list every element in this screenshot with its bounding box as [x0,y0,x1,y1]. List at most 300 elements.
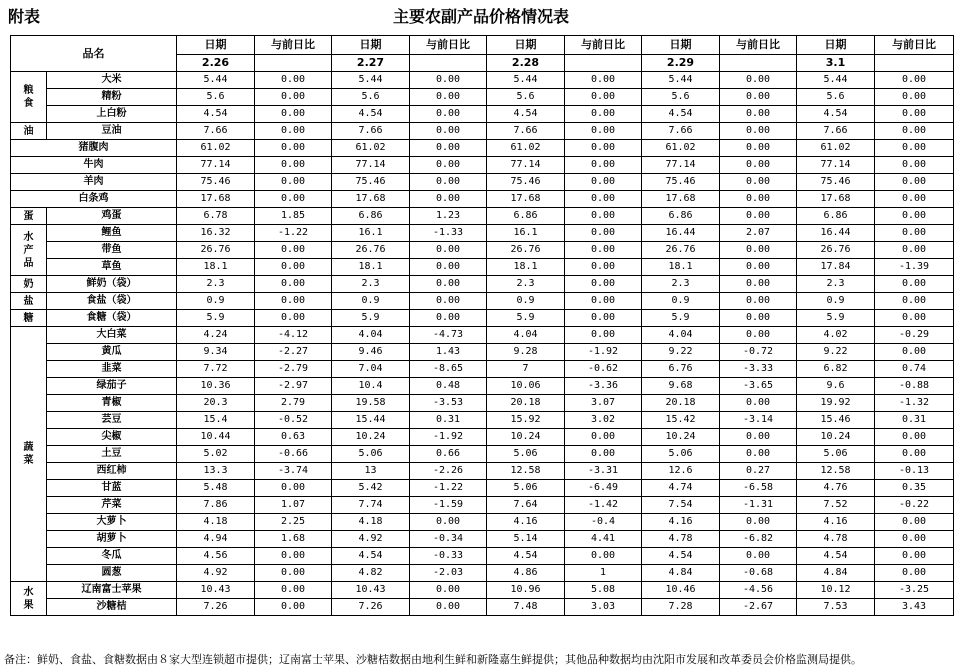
price-cell: 7.66 [797,123,875,140]
date-blank-cell [255,55,332,72]
price-cell: 4.24 [177,327,255,344]
price-cell: 5.9 [642,310,720,327]
price-cell: 7.52 [797,497,875,514]
change-cell: 0.00 [720,242,797,259]
change-cell: 0.00 [255,310,332,327]
table-row [11,89,954,106]
change-cell: 0.00 [565,208,642,225]
price-cell: 15.92 [487,412,565,429]
price-cell: 7.72 [177,361,255,378]
price-cell: 17.68 [332,191,410,208]
price-cell: 0.9 [487,293,565,310]
price-cell: 5.44 [797,72,875,89]
change-cell: 0.00 [565,446,642,463]
price-cell: 7.66 [487,123,565,140]
price-cell: 5.14 [487,531,565,548]
price-cell: 9.22 [797,344,875,361]
price-cell: 2.3 [332,276,410,293]
change-cell: 0.00 [875,123,954,140]
table-row [11,582,954,599]
change-cell: 0.00 [565,174,642,191]
price-cell: 5.6 [332,89,410,106]
change-cell: -0.34 [410,531,487,548]
price-cell: 13 [332,463,410,480]
item-name: 圆葱 [47,565,177,582]
change-cell: -1.33 [410,225,487,242]
change-cell: 0.00 [875,344,954,361]
change-cell: 0.00 [720,123,797,140]
change-cell: 0.00 [565,106,642,123]
price-cell: 7.86 [177,497,255,514]
price-cell: 0.9 [332,293,410,310]
item-name: 绿茄子 [47,378,177,395]
change-cell: -6.58 [720,480,797,497]
date-blank-cell [565,55,642,72]
table-row [11,378,954,395]
price-cell: 0.9 [177,293,255,310]
price-cell: 16.1 [487,225,565,242]
change-cell: 0.00 [410,582,487,599]
change-cell: 0.00 [565,548,642,565]
change-cell: -2.97 [255,378,332,395]
price-cell: 26.76 [332,242,410,259]
change-cell: 0.00 [720,157,797,174]
category-cell: 粮 食 [11,72,47,123]
price-cell: 16.44 [797,225,875,242]
change-cell: -3.65 [720,378,797,395]
change-cell: 0.31 [410,412,487,429]
change-column-header: 与前日比 [255,36,332,55]
table-row [11,293,954,310]
change-cell: 0.00 [255,548,332,565]
price-cell: 26.76 [487,242,565,259]
change-cell: -1.59 [410,497,487,514]
price-cell: 10.43 [177,582,255,599]
change-cell: 0.00 [255,276,332,293]
change-cell: 4.41 [565,531,642,548]
change-cell: 0.00 [565,293,642,310]
change-cell: 0.00 [410,242,487,259]
change-cell: 0.00 [410,123,487,140]
price-cell: 61.02 [797,140,875,157]
price-cell: 75.46 [332,174,410,191]
change-cell: 0.00 [410,157,487,174]
change-cell: 0.00 [875,276,954,293]
change-cell: -2.67 [720,599,797,616]
date-column-header: 日期 [332,36,410,55]
item-name: 鲤鱼 [47,225,177,242]
change-cell: 1.43 [410,344,487,361]
change-cell: 0.00 [720,191,797,208]
price-cell: 13.3 [177,463,255,480]
change-cell: 0.00 [720,174,797,191]
change-cell: 3.02 [565,412,642,429]
change-cell: 0.00 [565,242,642,259]
date-blank-cell [720,55,797,72]
change-cell: 3.03 [565,599,642,616]
change-cell: 0.00 [875,191,954,208]
price-table-body [11,36,954,616]
price-cell: 75.46 [177,174,255,191]
change-cell: 0.00 [720,259,797,276]
price-cell: 15.42 [642,412,720,429]
change-cell: -0.4 [565,514,642,531]
category-cell: 蔬 菜 [11,327,47,582]
price-cell: 7.64 [487,497,565,514]
change-cell: 0.00 [720,429,797,446]
change-cell: -1.22 [410,480,487,497]
price-cell: 7 [487,361,565,378]
price-cell: 19.58 [332,395,410,412]
price-cell: 12.58 [797,463,875,480]
change-cell: 0.00 [875,157,954,174]
item-name: 上白粉 [47,106,177,123]
change-cell: -3.74 [255,463,332,480]
change-cell: 0.00 [875,310,954,327]
price-cell: 7.53 [797,599,875,616]
price-cell: 6.82 [797,361,875,378]
item-name: 芸豆 [47,412,177,429]
change-cell: 0.00 [565,310,642,327]
item-name: 鲜奶（袋） [47,276,177,293]
change-cell: -0.68 [720,565,797,582]
date-value: 2.29 [642,55,720,72]
price-cell: 12.6 [642,463,720,480]
price-cell: 10.46 [642,582,720,599]
price-cell: 4.94 [177,531,255,548]
change-cell: 0.00 [720,208,797,225]
price-cell: 5.44 [177,72,255,89]
change-cell: -1.22 [255,225,332,242]
price-cell: 4.76 [797,480,875,497]
appendix-label: 附表 [8,7,41,26]
change-cell: -6.82 [720,531,797,548]
price-cell: 5.06 [332,446,410,463]
date-column-header: 日期 [642,36,720,55]
price-cell: 18.1 [332,259,410,276]
table-row [11,497,954,514]
change-cell: -1.32 [875,395,954,412]
change-cell: -4.56 [720,582,797,599]
price-cell: 7.66 [642,123,720,140]
price-cell: 4.54 [177,106,255,123]
change-cell: -4.73 [410,327,487,344]
item-name: 尖椒 [47,429,177,446]
change-cell: -2.79 [255,361,332,378]
price-cell: 4.54 [642,106,720,123]
change-cell: 0.00 [410,140,487,157]
price-cell: 15.4 [177,412,255,429]
table-row [11,174,954,191]
price-cell: 4.54 [642,548,720,565]
change-cell: 0.00 [255,599,332,616]
price-cell: 5.9 [177,310,255,327]
price-cell: 4.54 [332,106,410,123]
item-name: 羊肉 [11,174,177,191]
price-cell: 5.48 [177,480,255,497]
price-cell: 6.86 [797,208,875,225]
table-row [11,72,954,89]
change-cell: -0.33 [410,548,487,565]
price-cell: 4.54 [487,548,565,565]
change-cell: 0.00 [410,191,487,208]
date-value: 3.1 [797,55,875,72]
category-cell: 蛋 [11,208,47,225]
price-cell: 10.96 [487,582,565,599]
change-cell: -1.31 [720,497,797,514]
table-row [11,531,954,548]
price-cell: 10.24 [642,429,720,446]
change-cell: 0.27 [720,463,797,480]
change-cell: 0.00 [410,276,487,293]
change-cell: -3.25 [875,582,954,599]
price-cell: 4.54 [797,106,875,123]
price-cell: 7.48 [487,599,565,616]
item-name: 韭菜 [47,361,177,378]
change-cell: 0.00 [875,565,954,582]
price-cell: 6.86 [332,208,410,225]
price-cell: 4.04 [642,327,720,344]
header-row [11,36,954,55]
change-cell: 0.00 [720,276,797,293]
category-cell: 水 产 品 [11,225,47,276]
price-cell: 5.06 [487,446,565,463]
category-cell: 油 [11,123,47,140]
change-cell: 1.23 [410,208,487,225]
price-cell: 10.36 [177,378,255,395]
change-cell: 5.08 [565,582,642,599]
change-cell: 0.00 [565,259,642,276]
item-name: 青椒 [47,395,177,412]
item-name: 鸡蛋 [47,208,177,225]
price-cell: 4.84 [642,565,720,582]
change-cell: -0.22 [875,497,954,514]
change-cell: 0.00 [875,242,954,259]
price-cell: 0.9 [797,293,875,310]
change-cell: 2.07 [720,225,797,242]
price-cell: 26.76 [797,242,875,259]
item-name: 带鱼 [47,242,177,259]
price-cell: 6.76 [642,361,720,378]
change-cell: 0.00 [255,293,332,310]
price-cell: 6.86 [642,208,720,225]
change-cell: 0.00 [255,582,332,599]
change-cell: 0.00 [255,259,332,276]
change-cell: 3.07 [565,395,642,412]
price-cell: 4.04 [332,327,410,344]
change-cell: 0.00 [255,140,332,157]
change-cell: -0.88 [875,378,954,395]
price-cell: 15.44 [332,412,410,429]
price-cell: 5.06 [797,446,875,463]
change-cell: 2.79 [255,395,332,412]
change-cell: 0.00 [875,429,954,446]
footnote: 备注：鲜奶、食盐、食糖数据由８家大型连锁超市提供；辽南富士苹果、沙糖桔数据由地利生鲜和新隆嘉生鲜提供；其他品种数据均由沈阳市发展和改革委员会价格监测局提供。 [4,653,862,666]
change-cell: 0.66 [410,446,487,463]
price-cell: 12.58 [487,463,565,480]
item-name: 芹菜 [47,497,177,514]
change-cell: -1.39 [875,259,954,276]
change-cell: 0.00 [875,548,954,565]
table-row [11,412,954,429]
price-cell: 5.06 [642,446,720,463]
price-cell: 5.6 [487,89,565,106]
date-blank-cell [875,55,954,72]
price-cell: 4.84 [797,565,875,582]
price-cell: 5.6 [177,89,255,106]
price-cell: 5.44 [642,72,720,89]
date-value: 2.26 [177,55,255,72]
price-cell: 5.06 [487,480,565,497]
table-row [11,548,954,565]
table-row [11,599,954,616]
change-cell: -2.26 [410,463,487,480]
table-row [11,276,954,293]
price-cell: 7.74 [332,497,410,514]
category-cell: 水 果 [11,582,47,616]
change-cell: 0.00 [410,72,487,89]
price-cell: 10.24 [797,429,875,446]
price-cell: 77.14 [487,157,565,174]
change-cell: 0.00 [720,446,797,463]
change-cell: 0.00 [410,310,487,327]
change-cell: 0.00 [720,72,797,89]
price-cell: 18.1 [642,259,720,276]
price-cell: 9.28 [487,344,565,361]
price-cell: 17.68 [642,191,720,208]
price-cell: 4.82 [332,565,410,582]
change-cell: 0.00 [720,395,797,412]
category-cell: 奶 [11,276,47,293]
date-column-header: 日期 [487,36,565,55]
change-cell: 0.00 [875,174,954,191]
table-row [11,140,954,157]
page-title: 主要农副产品价格情况表 [392,7,569,26]
change-cell: 0.00 [720,548,797,565]
price-cell: 9.34 [177,344,255,361]
change-cell: -1.92 [565,344,642,361]
price-cell: 26.76 [177,242,255,259]
change-cell: -4.12 [255,327,332,344]
table-row [11,463,954,480]
price-cell: 5.02 [177,446,255,463]
price-cell: 10.06 [487,378,565,395]
item-name: 白条鸡 [11,191,177,208]
change-cell: 1.07 [255,497,332,514]
price-cell: 2.3 [642,276,720,293]
price-cell: 7.28 [642,599,720,616]
change-cell: 1.85 [255,208,332,225]
change-cell: 0.00 [875,208,954,225]
price-cell: 6.86 [487,208,565,225]
change-cell: 0.31 [875,412,954,429]
price-cell: 10.4 [332,378,410,395]
change-cell: -6.49 [565,480,642,497]
change-cell: 0.00 [565,157,642,174]
change-cell: 0.00 [720,327,797,344]
price-cell: 4.92 [177,565,255,582]
price-cell: 2.3 [177,276,255,293]
change-cell: 0.00 [410,293,487,310]
price-cell: 10.43 [332,582,410,599]
price-cell: 4.16 [797,514,875,531]
change-cell: 0.00 [565,140,642,157]
price-cell: 26.76 [642,242,720,259]
price-cell: 16.44 [642,225,720,242]
price-cell: 18.1 [487,259,565,276]
change-cell: 0.00 [410,106,487,123]
table-row [11,429,954,446]
item-name: 猪腹肉 [11,140,177,157]
price-cell: 16.32 [177,225,255,242]
change-cell: 0.00 [720,293,797,310]
item-name: 沙糖桔 [47,599,177,616]
change-cell: 0.00 [875,89,954,106]
price-cell: 77.14 [797,157,875,174]
item-name: 黄瓜 [47,344,177,361]
price-cell: 10.44 [177,429,255,446]
item-name: 甘蓝 [47,480,177,497]
change-cell: -0.62 [565,361,642,378]
change-cell: 0.00 [875,106,954,123]
change-cell: 1 [565,565,642,582]
price-cell: 2.3 [797,276,875,293]
table-row [11,395,954,412]
price-cell: 9.22 [642,344,720,361]
change-cell: 0.00 [565,327,642,344]
price-cell: 20.3 [177,395,255,412]
category-cell: 糖 [11,310,47,327]
price-cell: 77.14 [177,157,255,174]
price-cell: 61.02 [487,140,565,157]
table-row [11,191,954,208]
change-cell: -0.52 [255,412,332,429]
price-cell: 4.54 [487,106,565,123]
item-name: 土豆 [47,446,177,463]
price-cell: 75.46 [642,174,720,191]
change-cell: 0.00 [565,276,642,293]
table-row [11,310,954,327]
price-cell: 4.04 [487,327,565,344]
item-name: 食盐（袋） [47,293,177,310]
change-cell: 0.63 [255,429,332,446]
change-cell: 0.00 [565,225,642,242]
date-value: 2.27 [332,55,410,72]
table-row [11,565,954,582]
table-row [11,327,954,344]
change-column-header: 与前日比 [565,36,642,55]
price-cell: 7.54 [642,497,720,514]
table-row [11,259,954,276]
table-row [11,242,954,259]
item-name: 草鱼 [47,259,177,276]
change-cell: -2.03 [410,565,487,582]
change-cell: 1.68 [255,531,332,548]
change-cell: 0.00 [875,514,954,531]
change-cell: -1.92 [410,429,487,446]
price-cell: 4.54 [332,548,410,565]
change-cell: 0.35 [875,480,954,497]
change-cell: -3.36 [565,378,642,395]
change-cell: 0.00 [720,140,797,157]
category-cell: 盐 [11,293,47,310]
item-name: 冬瓜 [47,548,177,565]
change-cell: -3.33 [720,361,797,378]
price-table [10,35,954,616]
price-cell: 75.46 [797,174,875,191]
change-cell: 0.00 [565,191,642,208]
price-cell: 5.44 [487,72,565,89]
